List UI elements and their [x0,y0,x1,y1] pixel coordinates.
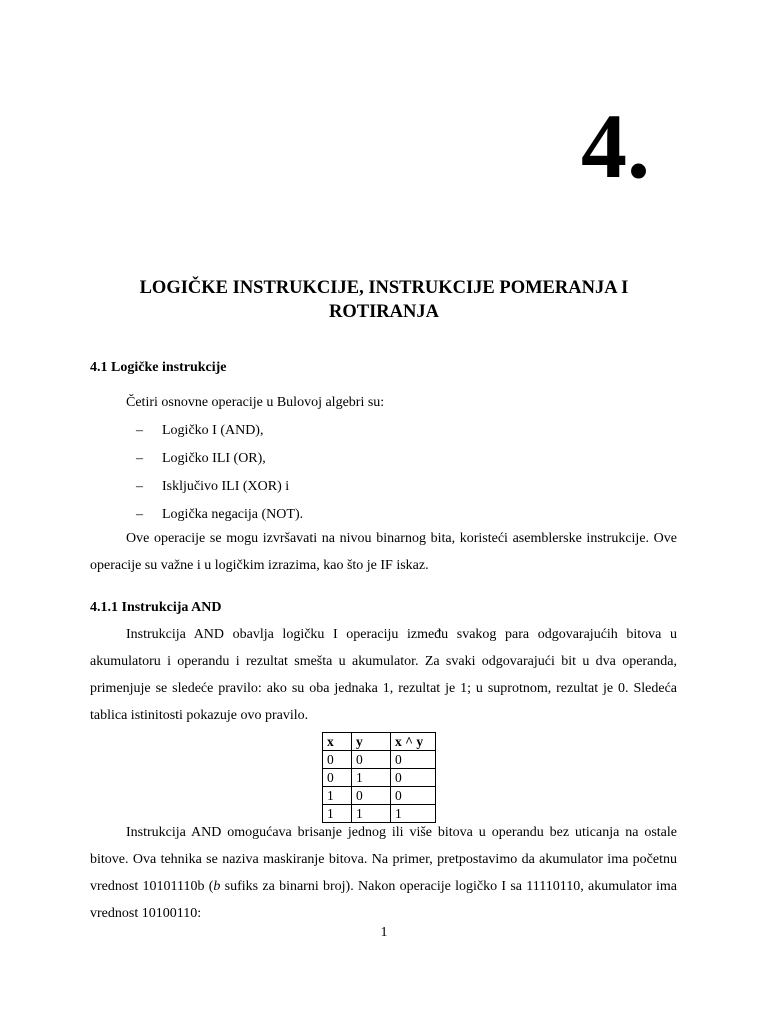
table-row [323,769,436,787]
page-number: 1 [380,925,388,940]
dash-bullet: – [136,479,143,494]
section-heading-4-1: 4.1 Logičke instrukcije [90,360,227,375]
list-item-text: Logička negacija (NOT). [162,507,304,522]
chapter-number: 4. [581,95,650,197]
table-cell: 1 [352,805,391,823]
table-cell: 1 [391,805,436,823]
truth-table [322,732,436,823]
table-cell: 1 [323,787,352,805]
truth-table-header: x [323,733,352,751]
list-item [136,473,303,501]
intro-paragraph: Četiri osnovne operacije u Bulovoj algebri su: [126,395,385,410]
section-heading-4-1-1: 4.1.1 Instrukcija AND [90,600,222,615]
table-cell: 0 [391,769,436,787]
table-cell: 0 [352,751,391,769]
table-row [323,751,436,769]
masking-text-part-1: Instrukcija AND omogućava brisanje jednog ili više bitova u operandu bez uticanja na ostale bitove. Ova tehnika se naziva maskiranje bitova. Na primer, pretpostavimo da akumulator ima početnu vrednost 10101110b ( [90,825,677,894]
masking-text-part-2: sufiks za binarni broj). Nakon operacije logičko I sa 11110110, akumulator ima vrednost 10100110: [90,879,678,921]
truth-table-header: x ^ y [391,733,436,751]
table-cell: 0 [391,787,436,805]
dash-bullet: – [136,451,143,466]
chapter-title-line-1: LOGIČKE INSTRUKCIJE, INSTRUKCIJE POMERANJA I [139,278,629,298]
table-cell: 0 [323,769,352,787]
and-description-paragraph: Instrukcija AND obavlja logičku I operaciju između svakog para odgovarajućih bitova u akumulatoru i operandu i rezultat smešta u akumulator. Za svaki odgovarajući bit u dva operanda, primenjuje se sledeće pravilo: ako su oba jednaka 1, rezultat je 1; u suprotnom, rezultat je 0. Sledeća tablica istinitosti pokazuje ovo pravilo. [90,627,677,723]
dash-bullet: – [136,507,143,522]
chapter-title [90,276,678,324]
table-cell: 1 [323,805,352,823]
binary-suffix-italic: b [213,879,221,894]
truth-table-header-row [323,733,436,751]
truth-table-header: y [352,733,391,751]
list-item-text: Logičko ILI (OR), [162,451,266,466]
chapter-title-line-2: ROTIRANJA [329,302,439,322]
list-item [136,445,303,473]
masking-paragraph [90,819,677,927]
dash-bullet: – [136,423,143,438]
table-row [323,787,436,805]
table-cell: 0 [352,787,391,805]
list-item-text: Isključivo ILI (XOR) i [162,479,290,494]
list-item [136,417,303,445]
table-cell: 0 [391,751,436,769]
table-cell: 0 [323,751,352,769]
list-item-text: Logičko I (AND), [162,423,264,438]
table-cell: 1 [352,769,391,787]
operations-paragraph: Ove operacije se mogu izvršavati na nivou binarnog bita, koristeći asemblerske instrukcije. Ove operacije su važne i u logičkim izrazima, kao što je IF iskaz. [90,531,677,573]
boolean-operations-list [136,417,303,529]
